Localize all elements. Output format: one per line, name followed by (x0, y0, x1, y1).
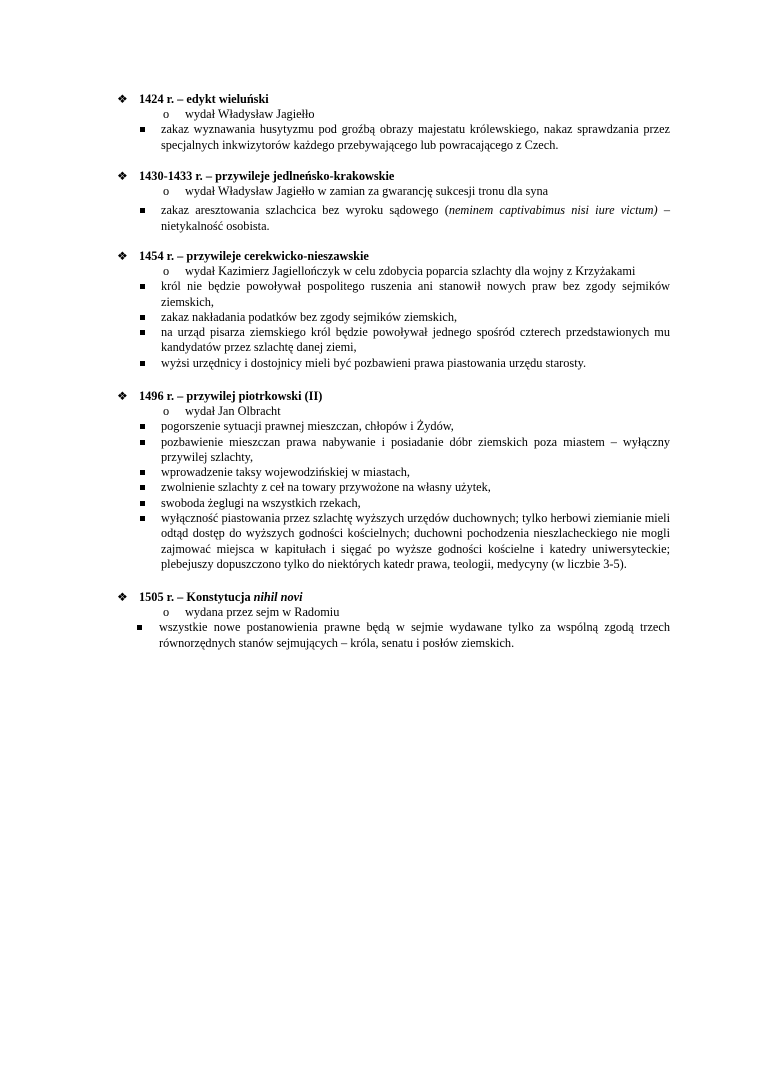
circle-bullet-icon: o (163, 184, 170, 198)
square-bullet-icon (140, 315, 145, 320)
square-bullet-icon (140, 424, 145, 429)
square-bullet-icon (137, 625, 142, 630)
diamond-bullet-icon: ❖ (117, 92, 128, 106)
section-heading (117, 92, 670, 107)
square-bullet-icon (140, 501, 145, 506)
heading-year: 1424 r. (139, 92, 175, 106)
circle-bullet-icon: o (163, 107, 170, 121)
list-item: pozbawienie mieszczan prawa nabywanie i posiadanie dóbr ziemskich poza miastem – wyłączny przywilej szlachty, (117, 435, 670, 466)
section-heading (117, 249, 670, 264)
list-item: zakaz nakładania podatków bez zgody sejmików ziemskich, (117, 310, 670, 325)
heading-title: – przywilej piotrkowski (II) (174, 389, 323, 403)
heading-title: – przywileje jedlneńsko-krakowskie (202, 169, 395, 183)
section-1505 (117, 590, 670, 651)
list-item: zakaz wyznawania husytyzmu pod groźbą obrazy majestatu królewskiego, nakaz sprawdzania przez specjalnych inkwizytorów każdego przebywającego lub powracającego z Czech. (117, 122, 670, 153)
sub-item: o wydał Kazimierz Jagiellończyk w celu zdobycia poparcia szlachty dla wojny z Krzyżakami (163, 264, 636, 278)
square-bullet-icon (140, 127, 145, 132)
heading-title: – edykt wieluński (174, 92, 269, 106)
sub-item: o wydał Jan Olbracht (163, 404, 281, 418)
list-item: wszystkie nowe postanowienia prawne będą w sejmie wydawane tylko za wspólną zgodą trzech równorzędnych stanów sejmujących – króla, senatu i posłów ziemskich. (117, 620, 670, 651)
square-bullet-icon (140, 485, 145, 490)
section-1430-1433 (117, 169, 670, 234)
list-item: wprowadzenie taksy wojewodzińskiej w miastach, (117, 465, 670, 480)
section-heading (117, 590, 670, 605)
square-bullet-icon (140, 330, 145, 335)
section-heading (117, 389, 670, 404)
circle-bullet-icon: o (163, 404, 170, 418)
sub-item: o wydał Władysław Jagiełło w zamian za gwarancję sukcesji tronu dla syna (163, 184, 549, 198)
square-bullet-icon (140, 440, 145, 445)
section-1424 (117, 92, 670, 153)
square-bullet-icon (140, 516, 145, 521)
square-bullet-icon (140, 208, 145, 213)
square-bullet-icon (140, 284, 145, 289)
diamond-bullet-icon: ❖ (117, 590, 128, 604)
diamond-bullet-icon: ❖ (117, 169, 128, 183)
heading-title: – Konstytucja (174, 590, 254, 604)
list-item: zakaz aresztowania szlachcica bez wyroku sądowego (neminem captivabimus nisi iure victum) – nietykalność osobista. (117, 203, 670, 234)
section-1454 (117, 249, 670, 371)
square-bullet-icon (140, 361, 145, 366)
heading-title-italic: nihil novi (253, 590, 303, 604)
list-item: król nie będzie powoływał pospolitego ruszenia ani stanowił nowych praw bez zgody sejmików ziemskich, (117, 279, 670, 310)
list-item: wyżsi urzędnicy i dostojnicy mieli być pozbawieni prawa piastowania urzędu starosty. (117, 356, 670, 371)
list-item: wyłączność piastowania przez szlachtę wyższych urzędów duchownych; tylko herbowi ziemianie mieli odtąd dostęp do wyższych godności kościelnych; duchowni pochodzenia nieszlacheckiego nie mogli zajmować miejsca w kapitułach i sięgać po wyższe godności kościelne i katedry uniwersyteckie; plebejuszy dopuszczono tylko do niektórych katedr prawa, teologii, medycyny (w liczbie 3-5). (117, 511, 670, 572)
diamond-bullet-icon: ❖ (117, 389, 128, 403)
list-item: na urząd pisarza ziemskiego król będzie powoływał jednego spośród czterech przedstawionych mu kandydatów przez szlachtę danej ziemi, (117, 325, 670, 356)
heading-year: 1430-1433 r. (139, 169, 203, 183)
heading-title: – przywileje cerekwicko-nieszawskie (174, 249, 369, 263)
list-item: zwolnienie szlachty z ceł na towary przywożone na własny użytek, (117, 480, 670, 495)
heading-year: 1505 r. (139, 590, 175, 604)
heading-year: 1454 r. (139, 249, 175, 263)
diamond-bullet-icon: ❖ (117, 249, 128, 263)
list-item: pogorszenie sytuacji prawnej mieszczan, chłopów i Żydów, (117, 419, 670, 434)
square-bullet-icon (140, 470, 145, 475)
section-heading (117, 169, 670, 184)
sub-item: o wydana przez sejm w Radomiu (163, 605, 340, 619)
circle-bullet-icon: o (163, 605, 170, 619)
circle-bullet-icon: o (163, 264, 170, 278)
section-1496 (117, 389, 670, 572)
list-item: swoboda żeglugi na wszystkich rzekach, (117, 496, 670, 511)
heading-year: 1496 r. (139, 389, 175, 403)
sub-item: o wydał Władysław Jagiełło (163, 107, 315, 121)
